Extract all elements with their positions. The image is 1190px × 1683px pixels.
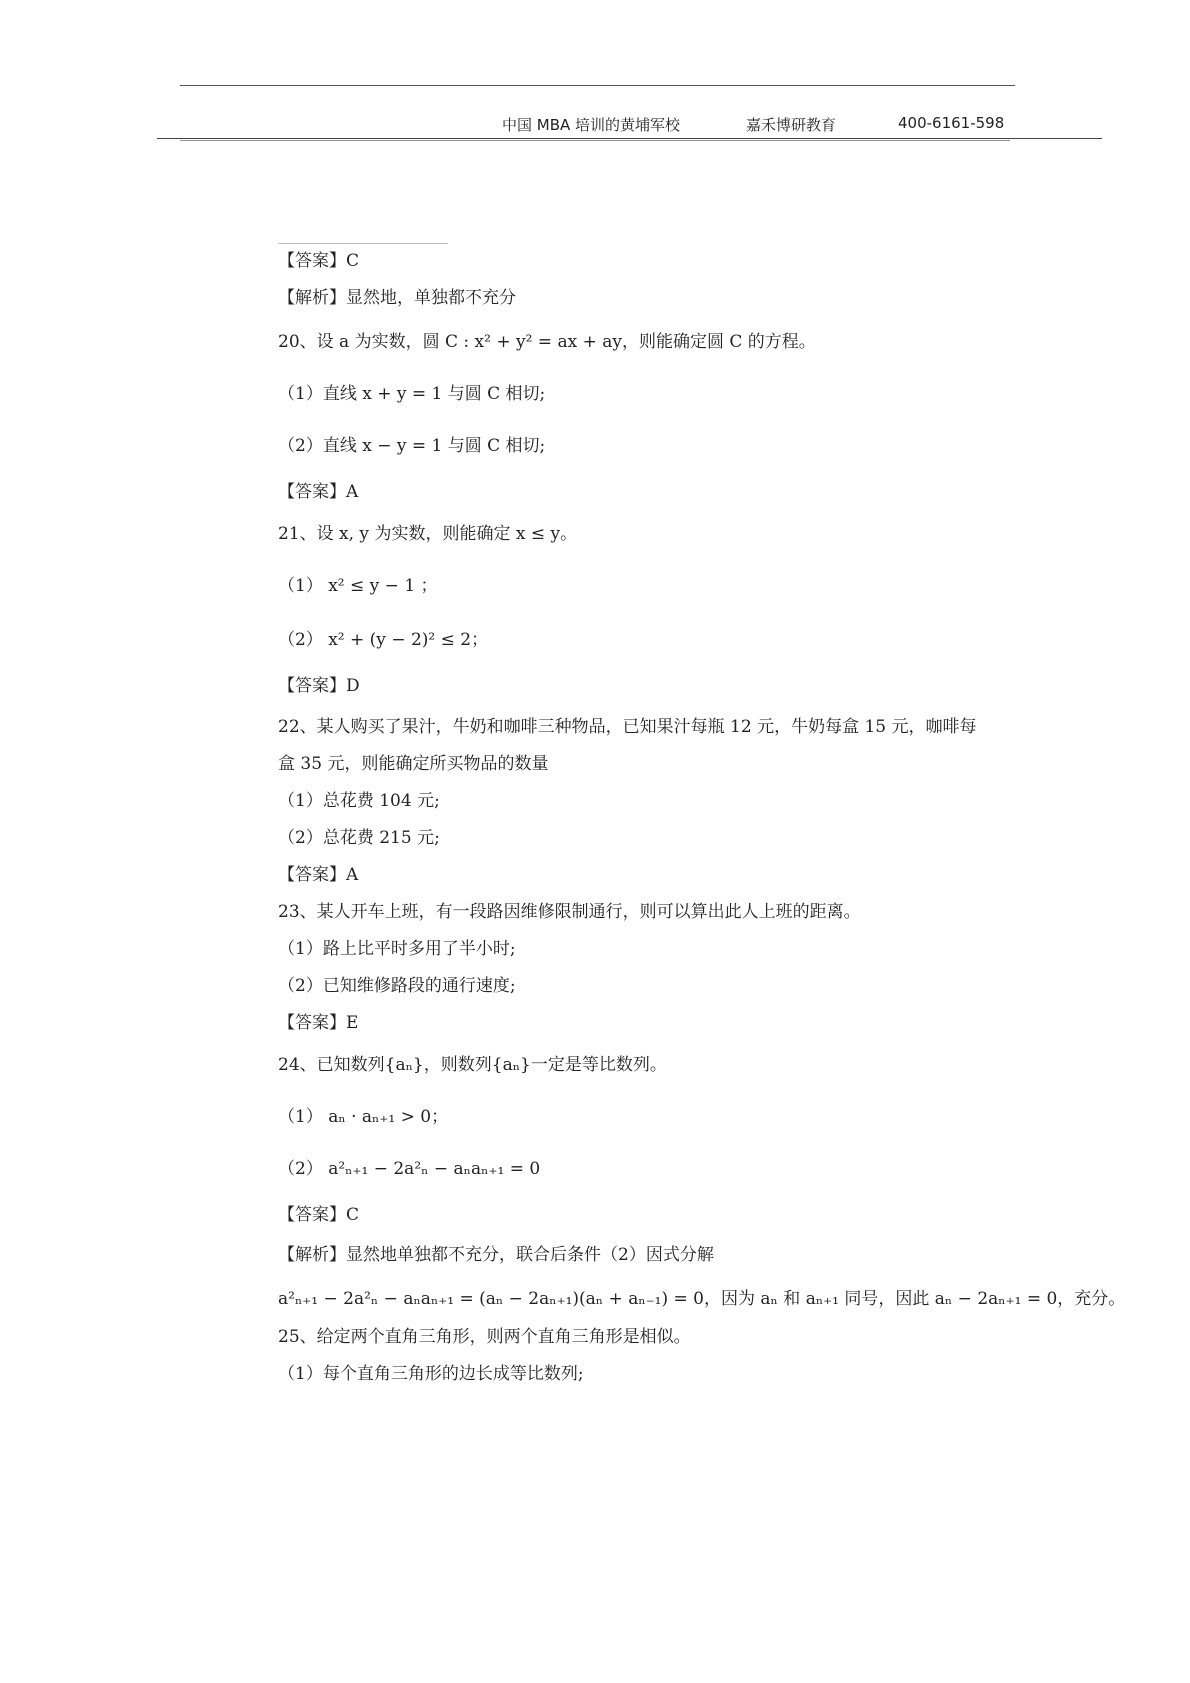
content-line: 【答案】A <box>278 482 359 502</box>
content-line: 【解析】显然地，单独都不充分 <box>278 288 516 308</box>
content-line: 【答案】E <box>278 1013 359 1033</box>
content-line: （2）已知维修路段的通行速度; <box>278 976 516 996</box>
content-line: （2）总花费 215 元; <box>278 828 440 848</box>
content-line: 25、给定两个直角三角形，则两个直角三角形是相似。 <box>278 1327 691 1347</box>
content-line: 23、某人开车上班，有一段路因维修限制通行，则可以算出此人上班的距离。 <box>278 902 861 922</box>
question-content <box>278 249 1126 1386</box>
content-line: （1） x² ≤ y − 1 ； <box>278 576 438 596</box>
content-line: （1）总花费 104 元; <box>278 791 440 811</box>
header-bottom-rule-secondary <box>180 140 1010 141</box>
content-line: 【解析】显然地单独都不充分，联合后条件（2）因式分解 <box>278 1245 714 1265</box>
content-line: 24、已知数列{aₙ}，则数列{aₙ}一定是等比数列。 <box>278 1055 667 1075</box>
header-bottom-rule <box>157 138 1102 139</box>
content-line: 21、设 x, y 为实数，则能确定 x ≤ y。 <box>278 524 578 544</box>
section-divider <box>278 243 448 244</box>
content-line: 【答案】C <box>278 251 360 271</box>
header-top-rule <box>180 85 1015 86</box>
content-line: a²ₙ₊₁ − 2a²ₙ − aₙaₙ₊₁ = (aₙ − 2aₙ₊₁)(aₙ + aₙ₋₁) = 0，因为 aₙ 和 aₙ₊₁ 同号，因此 aₙ − 2aₙ₊₁ = 0，充分。 <box>278 1289 1126 1309</box>
content-line: 22、某人购买了果汁，牛奶和咖啡三种物品，已知果汁每瓶 12 元，牛奶每盒 15 元，咖啡每 <box>278 717 977 737</box>
content-line: （1） aₙ · aₙ₊₁ > 0； <box>278 1107 449 1127</box>
page-header <box>0 114 1190 136</box>
content-line: 【答案】C <box>278 1205 360 1225</box>
content-line: （1）每个直角三角形的边长成等比数列; <box>278 1364 584 1384</box>
header-slogan: 中国 MBA 培训的黄埔军校 <box>502 116 681 134</box>
content-line: （1）路上比平时多用了半小时; <box>278 939 516 959</box>
content-line: （2） a²ₙ₊₁ − 2a²ₙ − aₙaₙ₊₁ = 0 <box>278 1159 541 1179</box>
content-line: 盒 35 元，则能确定所买物品的数量 <box>278 754 549 774</box>
header-brand: 嘉禾博研教育 <box>746 116 837 134</box>
content-line: 【答案】D <box>278 676 360 696</box>
content-line: （2）直线 x − y = 1 与圆 C 相切; <box>278 436 546 456</box>
header-phone: 400-6161-598 <box>898 114 1005 132</box>
content-line: 【答案】A <box>278 865 359 885</box>
content-line: 20、设 a 为实数，圆 C : x² + y² = ax + ay，则能确定圆 C 的方程。 <box>278 332 816 352</box>
content-line: （1）直线 x + y = 1 与圆 C 相切; <box>278 384 546 404</box>
content-line: （2） x² + (y − 2)² ≤ 2； <box>278 630 489 650</box>
